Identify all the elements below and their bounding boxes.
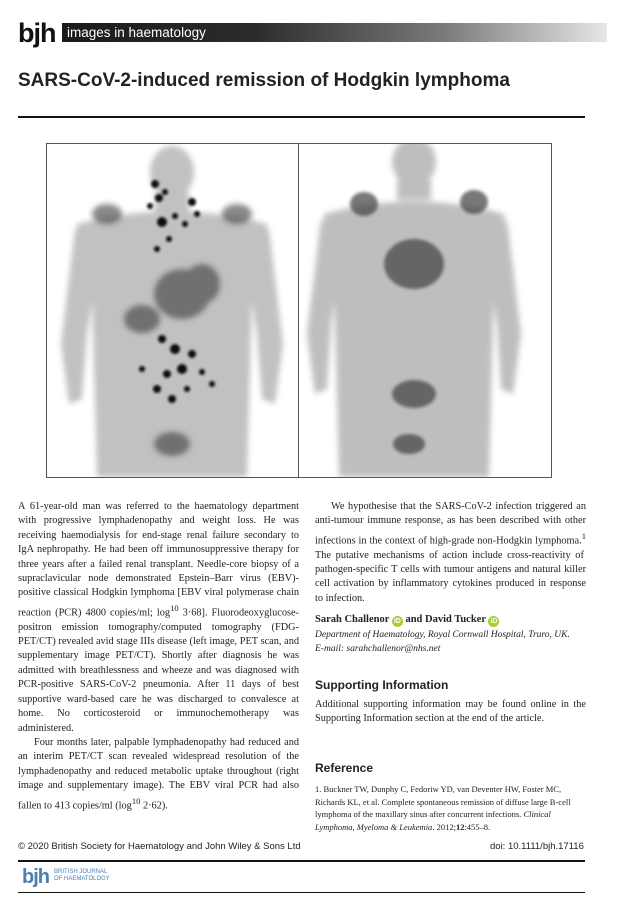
footer-bar bbox=[18, 860, 585, 893]
section-bar bbox=[62, 23, 607, 42]
reference-heading: Reference bbox=[315, 760, 374, 775]
orcid-icon[interactable]: iD bbox=[490, 618, 498, 626]
pet-scan-after-image bbox=[299, 144, 550, 477]
reference-journal: Clinical Lymphoma, Myeloma & Leukemia bbox=[315, 809, 551, 832]
reference-volume: 12 bbox=[455, 821, 465, 832]
p3-text-a: We hypothesise that the SARS-CoV-2 infection triggered an anti-tumour immune response, as has been described with other infections in the context of high-grade non-Hodgkin lymphoma. bbox=[315, 501, 586, 547]
title-rule bbox=[18, 116, 585, 118]
p2-sup: 10 bbox=[131, 795, 141, 806]
supporting-text: Additional supporting information may be found online in the Supporting Information section at the end of the article. bbox=[315, 699, 586, 725]
reference-authors: Buckner TW, Dunphy C, Fedoriw YD, van Deventer HW, Foster MC, Richards KL, et al. Complete spontaneous remission of diffuse large B-cell lymphoma of the maxillary sinus after concurrent infections. bbox=[315, 784, 571, 820]
pet-scan-after bbox=[299, 144, 550, 477]
p1-text-b: 3·68]. Fluorodeoxyglucose-positron emission tomography/computed tomography (FDG-PET/CT) revealed avid stage IIIs disease (left image, PET scan, and supplementary image PET/CT). Shortly after diagnosis he was admitted with breathlessness and wheeze and was diagnosed with PCR-positive SARS-CoV-2 pneumonia. After 11 days of best supportive ward-based care he was discharged to convalesce at home. No corticosteroid or immunochemotherapy was administered. bbox=[18, 607, 299, 734]
p3-sup: 1 bbox=[581, 530, 586, 541]
copyright-text: © 2020 British Society for Haematology and John Wiley & Sons Ltd bbox=[18, 841, 301, 852]
p3-text-b: The putative mechanisms of action include cross-reactivity of pathogen-specific T cells with tumour antigens and natural killer cell activation by inflammatory cytokines produced in response to infection. bbox=[315, 549, 586, 604]
body-paragraph-2 bbox=[18, 736, 299, 813]
p2-text-b: 2·62). bbox=[140, 799, 168, 811]
author-email[interactable]: E-mail: sarahchallenor@nhs.net bbox=[315, 643, 441, 654]
reference-pages: :455–8. bbox=[464, 821, 491, 832]
orcid-icon[interactable]: iD bbox=[393, 618, 401, 626]
body-paragraph-1 bbox=[18, 500, 299, 736]
footer-journal-line1: BRITISH JOURNAL bbox=[54, 869, 108, 875]
footer-journal-line2: OF HAEMATOLOGY bbox=[54, 876, 110, 882]
section-label: images in haematology bbox=[67, 25, 206, 40]
supporting-heading: Supporting Information bbox=[315, 677, 449, 692]
p1-text-a: A 61-year-old man was referred to the haematology department with progressive lymphadenopathy and weight loss. He was receiving haemodialysis for end-stage renal failure secondary to IgA nephropathy. He had been off immunosuppressive therapy for three years after a failed renal transplant. Needle-core biopsy of a supraclavicular node demonstrated Epstein–Barr virus (EBV)-positive classical Hodgkin lymphoma [EBV viral polymerase chain reaction (PCR) 4800 copies/ml; log bbox=[18, 501, 299, 619]
reference-item[interactable] bbox=[315, 783, 586, 833]
pet-scan-before-image bbox=[47, 144, 298, 477]
author-2: David Tucker bbox=[425, 614, 486, 626]
pet-scan-before bbox=[47, 144, 299, 477]
affiliation: Department of Haematology, Royal Cornwall Hospital, Truro, UK. bbox=[315, 629, 570, 640]
article-title: SARS-CoV-2-induced remission of Hodgkin lymphoma bbox=[18, 70, 510, 91]
pet-figure bbox=[46, 143, 552, 478]
doi-link[interactable]: doi: 10.1111/bjh.17116 bbox=[490, 841, 584, 852]
column-right bbox=[315, 500, 586, 833]
author-1: Sarah Challenor bbox=[315, 614, 390, 626]
footer-journal-name bbox=[54, 869, 144, 883]
body-paragraph-3 bbox=[315, 500, 586, 606]
p1-sup: 10 bbox=[170, 602, 179, 613]
footer-logo: bjh bbox=[22, 866, 49, 888]
journal-header bbox=[18, 18, 590, 50]
column-left bbox=[18, 500, 299, 813]
journal-logo: bjh bbox=[18, 18, 56, 48]
author-and: and bbox=[405, 614, 423, 626]
reference-year: . 2012; bbox=[432, 821, 456, 832]
reference-number: 1. bbox=[315, 784, 322, 795]
author-line bbox=[315, 613, 586, 627]
p2-text-a: Four months later, palpable lymphadenopathy had reduced and an interim PET/CT scan revealed widespread resolution of the lymphadenopathy and reduced metabolic uptake throughout (right image and supplementary image). The EBV viral PCR had also fallen to 413 copies/ml (log bbox=[18, 736, 299, 811]
